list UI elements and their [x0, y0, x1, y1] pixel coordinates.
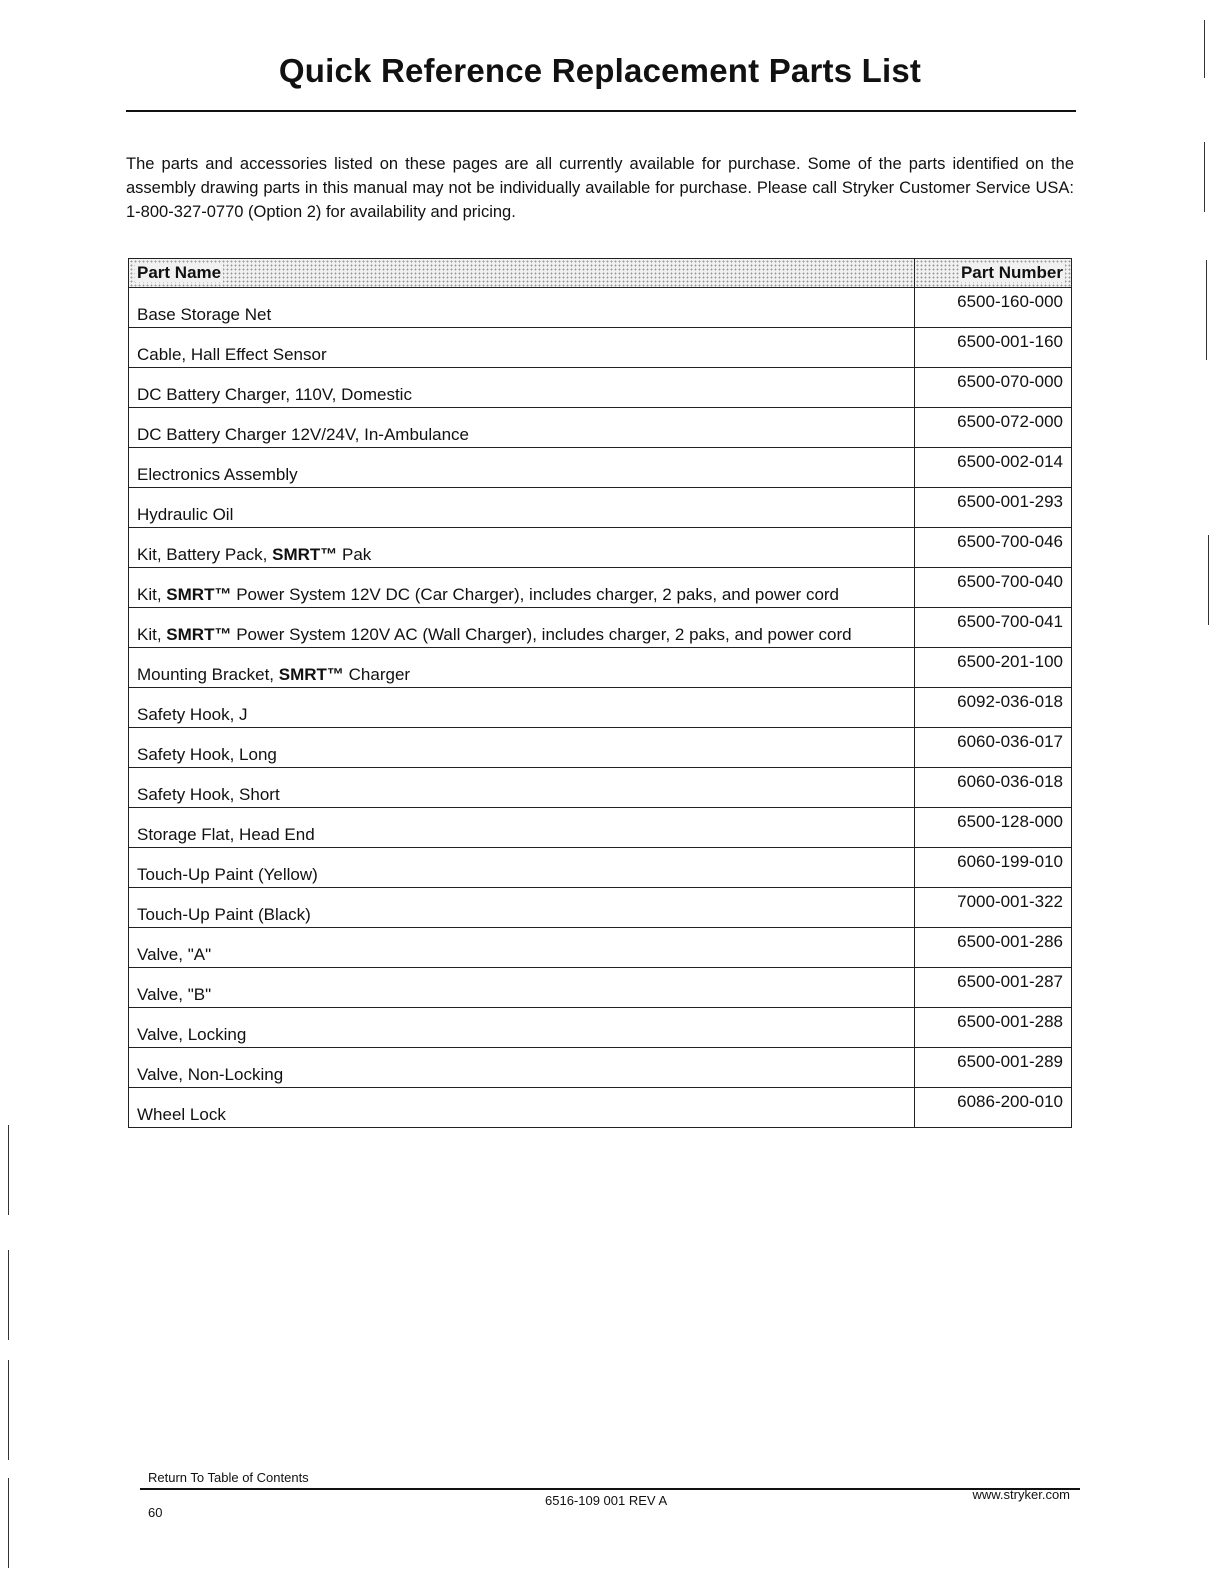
table-row [129, 408, 1072, 448]
table-body [129, 288, 1072, 1128]
part-number-cell: 6500-201-100 [915, 648, 1072, 688]
part-name-text: Pak [337, 545, 372, 564]
part-name-cell: DC Battery Charger, 110V, Domestic [129, 368, 915, 408]
part-name-cell [129, 528, 915, 568]
table-row [129, 528, 1072, 568]
table-row [129, 888, 1072, 928]
part-number-cell: 6060-036-017 [915, 728, 1072, 768]
table-header-row [129, 259, 1072, 288]
table-row [129, 848, 1072, 888]
part-name-cell: Safety Hook, J [129, 688, 915, 728]
part-name-cell: Valve, "A" [129, 928, 915, 968]
table-row [129, 488, 1072, 528]
part-name-text: Mounting Bracket, [137, 665, 279, 684]
part-number-cell: 6500-700-046 [915, 528, 1072, 568]
table-row [129, 1048, 1072, 1088]
page-number: 60 [148, 1505, 163, 1520]
part-number-cell: 6500-700-041 [915, 608, 1072, 648]
part-number-cell: 6500-001-288 [915, 1008, 1072, 1048]
document-code: 6516-109 001 REV A [545, 1493, 668, 1508]
website-url: www.stryker.com [972, 1487, 1070, 1502]
table-row [129, 368, 1072, 408]
part-number-cell: 6500-700-040 [915, 568, 1072, 608]
page-title: Quick Reference Replacement Parts List [278, 52, 922, 89]
part-name-cell [129, 648, 915, 688]
part-number-cell: 6086-200-010 [915, 1088, 1072, 1128]
footer-divider [140, 1488, 1080, 1490]
part-name-text: Power System 120V AC (Wall Charger), includes charger, 2 paks, and power cord [231, 625, 852, 644]
column-header-part-number: Part Number [915, 259, 1072, 288]
scan-margin-mark [8, 1250, 9, 1340]
scan-margin-mark [8, 1360, 9, 1460]
brand-name: SMRT™ [278, 665, 344, 684]
scan-margin-mark [8, 1478, 9, 1568]
part-number-cell: 6060-199-010 [915, 848, 1072, 888]
table-row [129, 688, 1072, 728]
part-number-cell: 6060-036-018 [915, 768, 1072, 808]
table-row [129, 928, 1072, 968]
table-row [129, 968, 1072, 1008]
part-name-cell: Storage Flat, Head End [129, 808, 915, 848]
part-name-cell: Base Storage Net [129, 288, 915, 328]
table-row [129, 728, 1072, 768]
title-divider [126, 110, 1076, 112]
table-row [129, 608, 1072, 648]
intro-paragraph: The parts and accessories listed on these pages are all currently available for purchase. Some of the parts identified on the assembly drawing parts in this manual may not be individually available for purchase. Please call Stryker Customer Service USA: 1-800-327-0770 (Option 2) for availability and pricing. [126, 155, 1074, 221]
part-number-cell: 6500-001-160 [915, 328, 1072, 368]
table-row [129, 648, 1072, 688]
part-number-cell: 6092-036-018 [915, 688, 1072, 728]
part-name-cell: Valve, Locking [129, 1008, 915, 1048]
part-name-cell [129, 568, 915, 608]
parts-table [128, 258, 1072, 1128]
table-row [129, 768, 1072, 808]
part-number-cell: 6500-001-287 [915, 968, 1072, 1008]
table-row [129, 288, 1072, 328]
scan-margin-mark [8, 1125, 9, 1215]
part-number-cell: 6500-001-289 [915, 1048, 1072, 1088]
return-to-contents-link[interactable]: Return To Table of Contents [148, 1470, 309, 1485]
scan-margin-mark [1206, 260, 1207, 360]
part-number-cell: 7000-001-322 [915, 888, 1072, 928]
part-number-cell: 6500-160-000 [915, 288, 1072, 328]
part-name-cell: Touch-Up Paint (Black) [129, 888, 915, 928]
part-name-text: Charger [343, 665, 411, 684]
part-number-cell: 6500-070-000 [915, 368, 1072, 408]
part-number-cell: 6500-128-000 [915, 808, 1072, 848]
part-name-cell: Touch-Up Paint (Yellow) [129, 848, 915, 888]
brand-name: SMRT™ [166, 625, 232, 644]
part-name-cell: Valve, "B" [129, 968, 915, 1008]
part-name-cell: Valve, Non-Locking [129, 1048, 915, 1088]
scan-margin-mark [1204, 142, 1205, 212]
part-number-cell: 6500-072-000 [915, 408, 1072, 448]
part-name-text: Power System 12V DC (Car Charger), includes charger, 2 paks, and power cord [231, 585, 840, 604]
table-row [129, 448, 1072, 488]
part-name-cell: Wheel Lock [129, 1088, 915, 1128]
scan-margin-mark [1208, 535, 1209, 625]
brand-name: SMRT™ [166, 585, 232, 604]
part-number-cell: 6500-002-014 [915, 448, 1072, 488]
column-header-part-name: Part Name [129, 259, 915, 288]
scan-margin-mark [1204, 20, 1205, 78]
part-name-cell: Safety Hook, Long [129, 728, 915, 768]
part-name-cell: Electronics Assembly [129, 448, 915, 488]
part-name-cell: Safety Hook, Short [129, 768, 915, 808]
table-row [129, 568, 1072, 608]
part-name-text: Kit, [137, 585, 167, 604]
part-name-cell: Hydraulic Oil [129, 488, 915, 528]
part-number-cell: 6500-001-286 [915, 928, 1072, 968]
part-name-cell: DC Battery Charger 12V/24V, In-Ambulance [129, 408, 915, 448]
table-row [129, 1088, 1072, 1128]
table-row [129, 808, 1072, 848]
table-row [129, 328, 1072, 368]
part-name-cell: Cable, Hall Effect Sensor [129, 328, 915, 368]
part-name-text: Kit, Battery Pack, [137, 545, 273, 564]
table-row [129, 1008, 1072, 1048]
brand-name: SMRT™ [272, 545, 338, 564]
part-name-cell [129, 608, 915, 648]
part-number-cell: 6500-001-293 [915, 488, 1072, 528]
part-name-text: Kit, [137, 625, 167, 644]
